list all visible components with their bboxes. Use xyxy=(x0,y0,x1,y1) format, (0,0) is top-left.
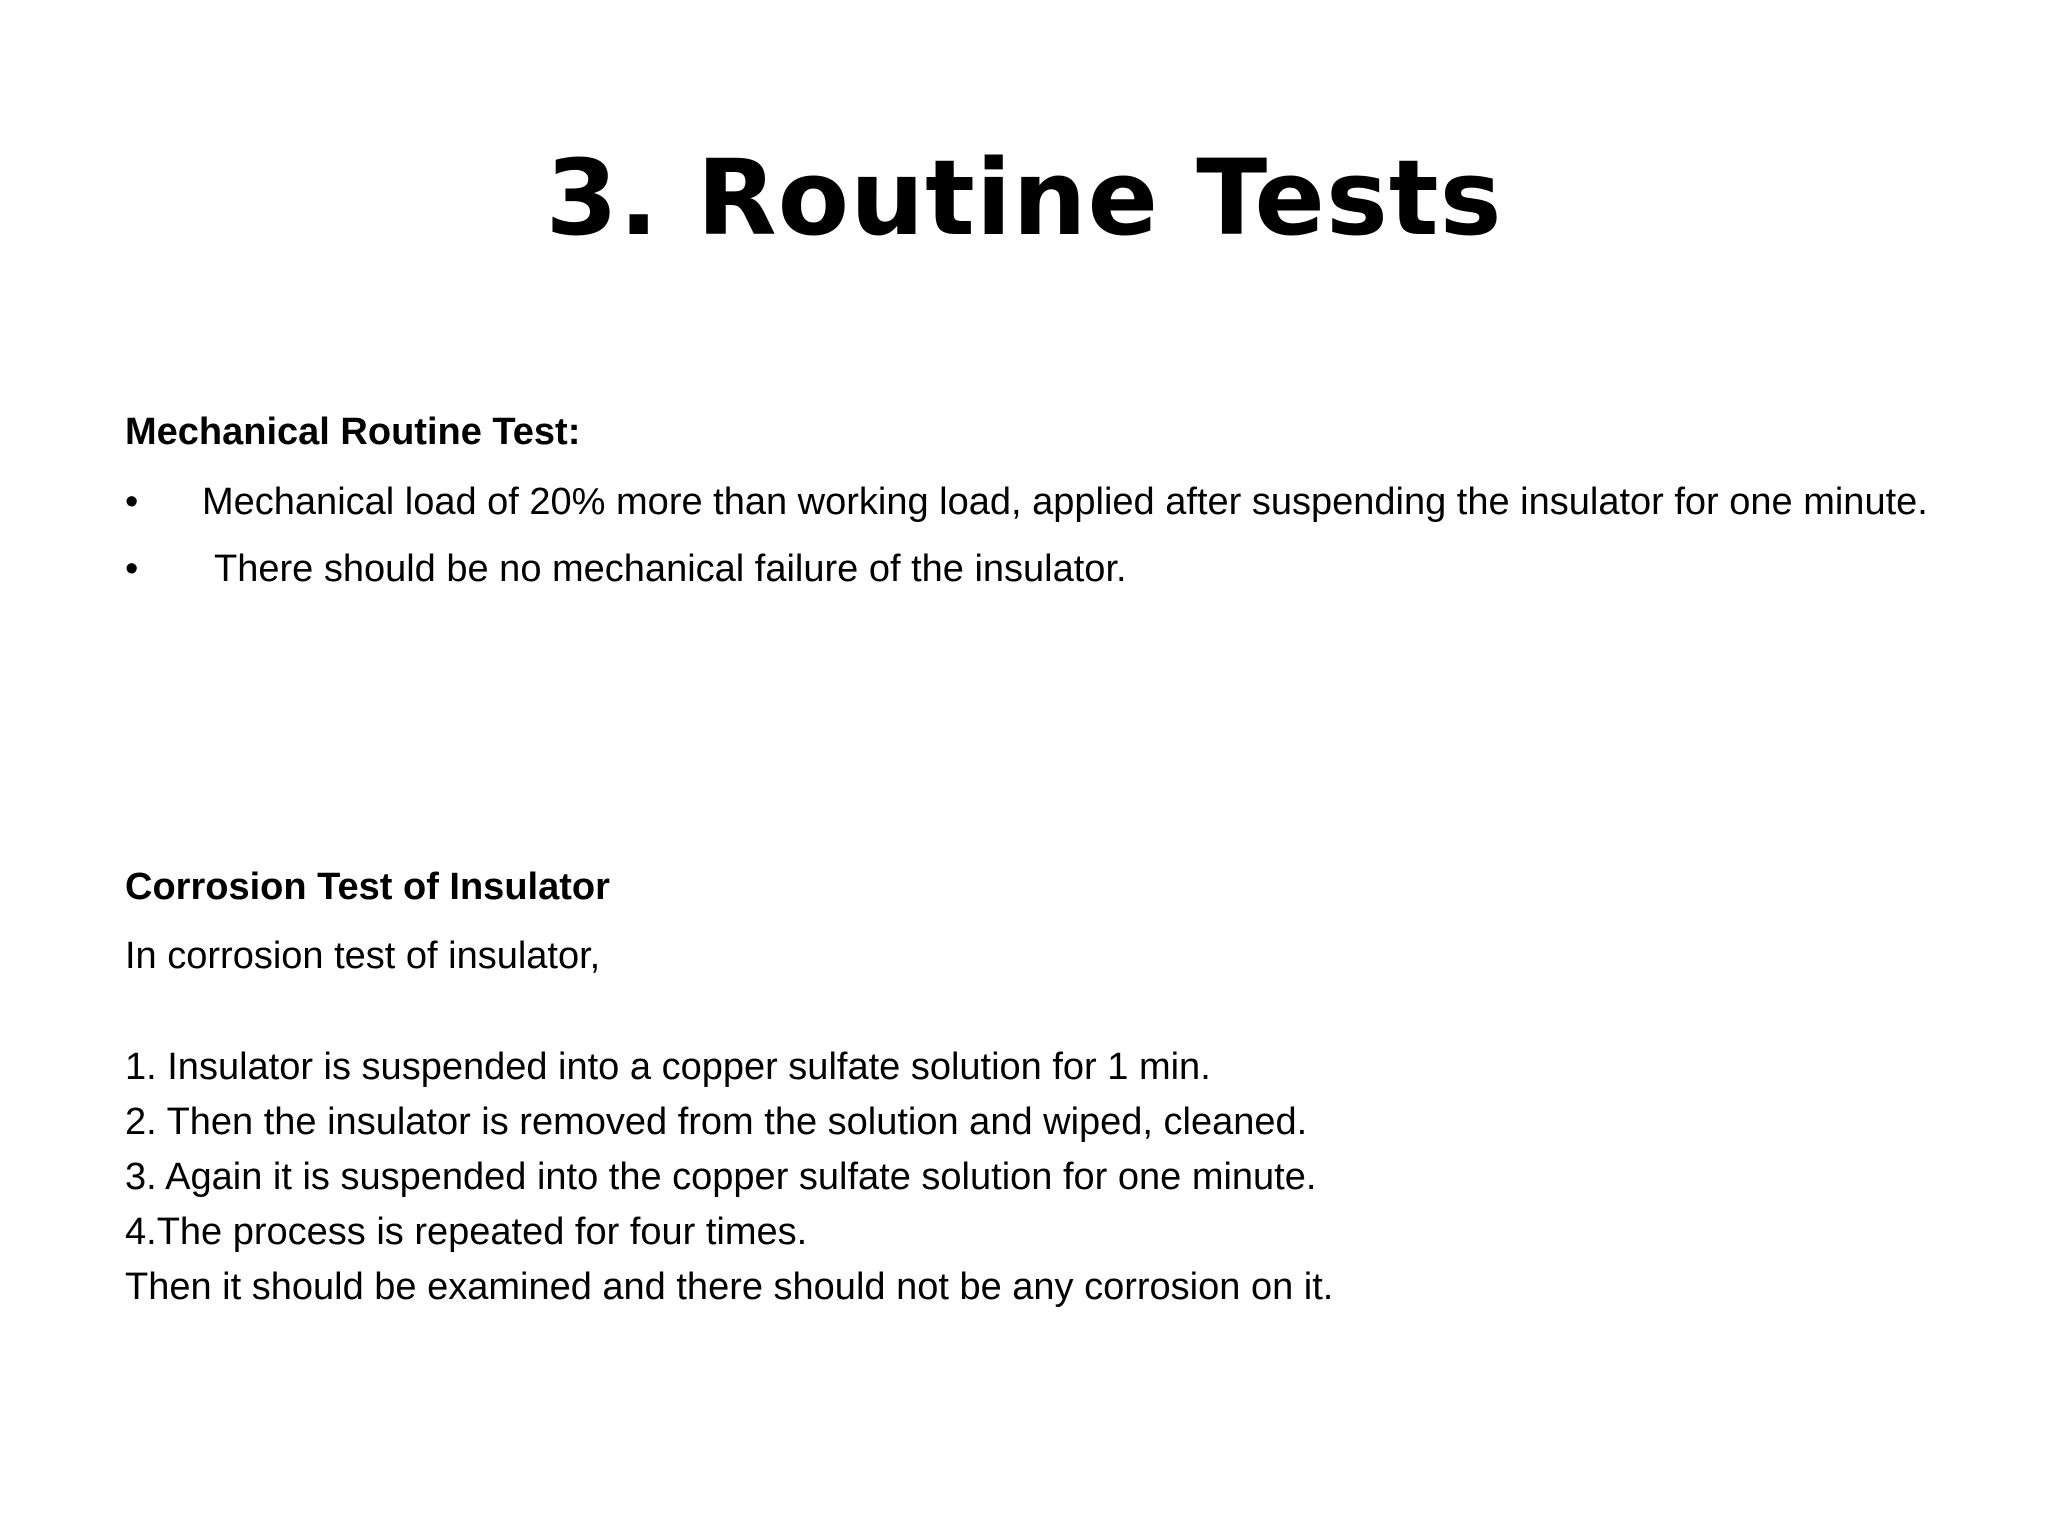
bullet-icon: • xyxy=(125,548,139,590)
corrosion-step: 1. Insulator is suspended into a copper sulfate solution for 1 min. xyxy=(125,1046,1211,1088)
corrosion-step: 3. Again it is suspended into the copper sulfate solution for one minute. xyxy=(125,1156,1317,1198)
list-item xyxy=(125,475,1945,530)
bullet-text: There should be no mechanical failure of the insulator. xyxy=(214,548,1127,590)
mechanical-bullet-list xyxy=(125,475,1945,609)
corrosion-heading: Corrosion Test of Insulator xyxy=(125,866,610,908)
slide-title: 3. Routine Tests xyxy=(545,137,1503,259)
corrosion-step: 2. Then the insulator is removed from the solution and wiped, cleaned. xyxy=(125,1101,1308,1143)
corrosion-intro: In corrosion test of insulator, xyxy=(125,935,601,977)
mechanical-heading: Mechanical Routine Test: xyxy=(125,411,581,453)
corrosion-step: 4.The process is repeated for four times. xyxy=(125,1211,808,1253)
bullet-text: Mechanical load of 20% more than working load, applied after suspending the insulator for one minute. xyxy=(202,481,1928,523)
list-item xyxy=(125,542,1945,597)
bullet-icon: • xyxy=(125,481,139,523)
corrosion-conclusion: Then it should be examined and there should not be any corrosion on it. xyxy=(125,1266,1334,1308)
